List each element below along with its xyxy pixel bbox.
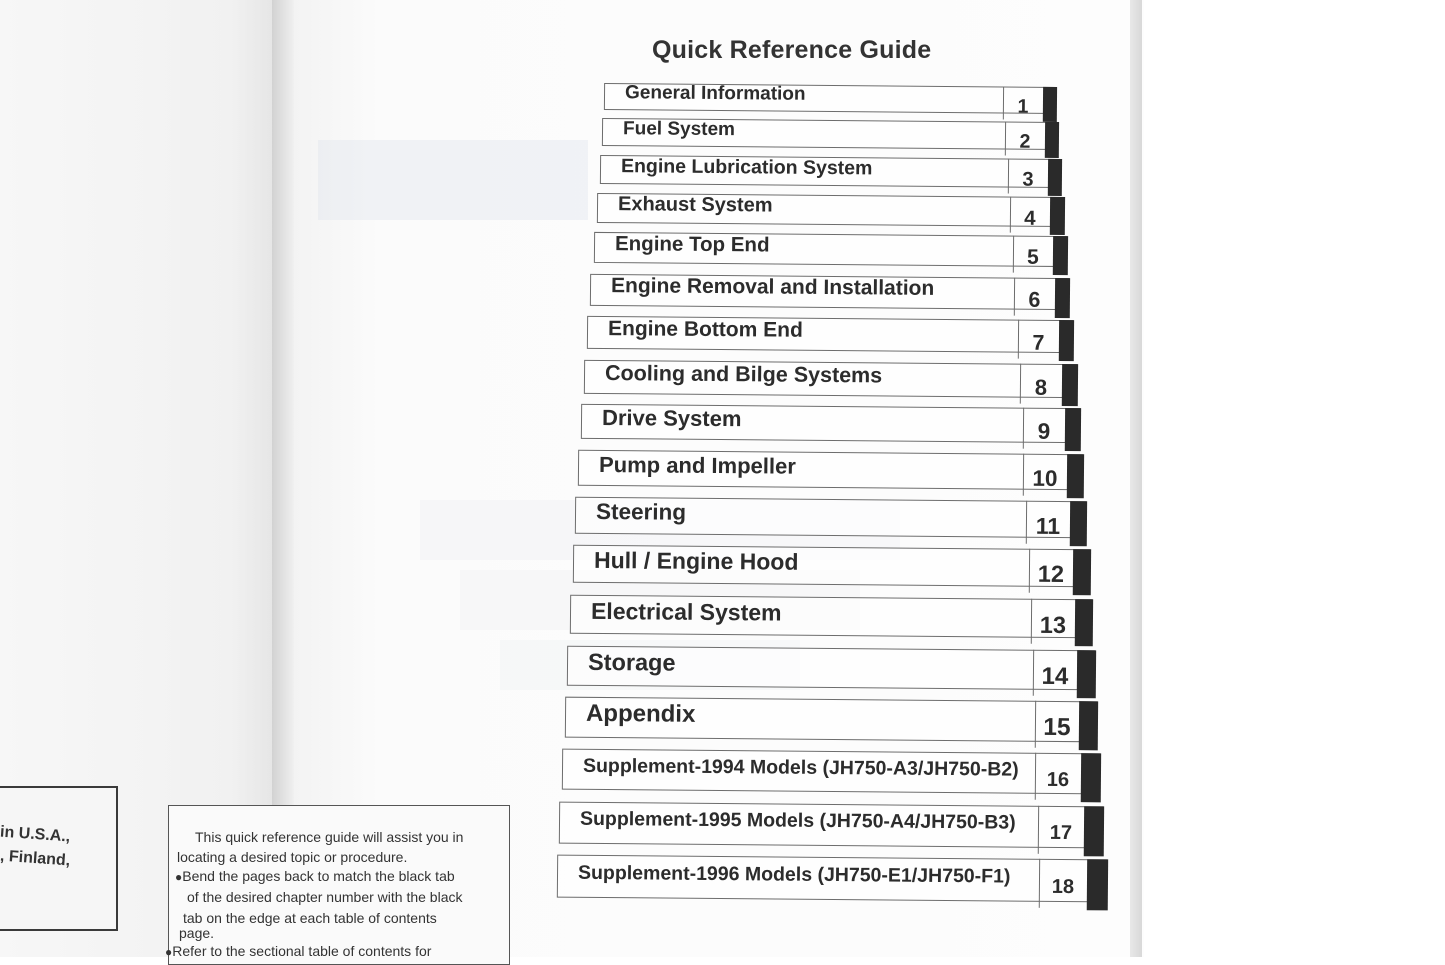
chapter-black-tab[interactable] — [1049, 196, 1064, 234]
toc-row-label: Engine Lubrication System — [620, 154, 873, 180]
toc-row-label: General Information — [624, 82, 806, 105]
chapter-black-tab[interactable] — [1080, 753, 1100, 802]
toc-row-label: Supplement-1995 Models (JH750-A4/JH750-B3) — [579, 808, 1016, 834]
help-bullet-1-line-1 — [175, 867, 455, 887]
toc-row-label: Hull / Engine Hood — [593, 547, 799, 575]
bullet-text: Refer to the sectional table of contents for — [172, 943, 432, 959]
chapter-black-tab[interactable] — [1086, 859, 1107, 910]
toc-row-number: 7 — [1017, 319, 1058, 358]
toc-row[interactable] — [597, 193, 1064, 230]
toc-row-label: Steering — [595, 498, 687, 525]
toc-row-label: Fuel System — [622, 117, 736, 140]
toc-row-number: 16 — [1034, 752, 1080, 799]
toc-row-number: 5 — [1012, 235, 1052, 272]
toc-row[interactable] — [573, 545, 1090, 588]
bullet-icon: ● — [175, 870, 183, 884]
toc-row-number: 10 — [1022, 453, 1066, 495]
toc-row-number: 15 — [1034, 700, 1078, 747]
page-title: Quick Reference Guide — [652, 36, 932, 64]
toc-row-label: Cooling and Bilge Systems — [604, 361, 883, 388]
toc-row[interactable] — [600, 154, 1061, 191]
toc-row[interactable] — [587, 316, 1073, 353]
chapter-black-tab[interactable] — [1042, 86, 1056, 121]
help-text-line-2: locating a desired topic or procedure. — [177, 849, 408, 865]
toc-row-label: Supplement-1994 Models (JH750-A3/JH750-B2) — [582, 754, 1019, 781]
chapter-black-tab[interactable] — [1066, 454, 1083, 498]
toc-row[interactable] — [584, 360, 1077, 398]
chapter-black-tab[interactable] — [1083, 806, 1103, 856]
toc-row[interactable] — [590, 274, 1069, 310]
toc-row-number: 4 — [1009, 196, 1049, 232]
toc-row-number: 2 — [1004, 121, 1044, 155]
toc-row-number: 14 — [1032, 649, 1076, 695]
toc-row-number: 1 — [1002, 86, 1042, 119]
toc-row[interactable] — [570, 595, 1092, 639]
toc-row-number: 8 — [1019, 363, 1061, 403]
toc-row-number: 18 — [1038, 858, 1086, 907]
help-bullet-1-line-4: page. — [179, 925, 215, 941]
help-text-line-1: This quick reference guide will assist you in — [195, 829, 464, 845]
help-bullet-1-line-2: of the desired chapter number with the black — [187, 889, 463, 905]
help-bullet-2-line-1 — [165, 942, 431, 962]
chapter-black-tab[interactable] — [1058, 319, 1073, 360]
toc-row[interactable] — [565, 697, 1097, 743]
toc-row-number: 13 — [1030, 598, 1074, 643]
help-box — [165, 805, 510, 965]
toc-row[interactable] — [557, 855, 1107, 903]
toc-row-number: 6 — [1013, 277, 1054, 315]
chapter-black-tab[interactable] — [1052, 235, 1067, 274]
toc-row-label: Engine Top End — [614, 232, 770, 257]
imprint-line-2: , Finland, — [0, 847, 71, 870]
toc-row-label: Pump and Impeller — [598, 451, 796, 479]
toc-row[interactable] — [594, 232, 1067, 267]
toc-row[interactable] — [562, 749, 1100, 795]
toc-row[interactable] — [581, 404, 1080, 443]
chapter-black-tab[interactable] — [1074, 599, 1092, 646]
toc-row-number: 11 — [1025, 500, 1069, 543]
toc-row-label: Exhaust System — [617, 193, 773, 217]
chapter-black-tab[interactable] — [1078, 701, 1097, 750]
help-bullet-1-line-3: tab on the edge at each table of contents — [183, 910, 437, 926]
toc-row[interactable] — [578, 450, 1083, 490]
imprint-line-1: in U.S.A., — [0, 823, 71, 846]
toc-row-label: Drive System — [601, 405, 742, 432]
chapter-black-tab[interactable] — [1072, 549, 1090, 595]
toc-row-number: 9 — [1022, 407, 1064, 448]
toc-row-label: Supplement-1996 Models (JH750-E1/JH750-F1) — [577, 861, 1011, 888]
chapter-black-tab[interactable] — [1069, 501, 1086, 546]
chapter-black-tab[interactable] — [1054, 277, 1069, 317]
toc-row[interactable] — [567, 646, 1095, 691]
toc-row-label: Electrical System — [590, 597, 782, 626]
toc-row[interactable] — [604, 82, 1056, 118]
toc-row[interactable] — [575, 497, 1086, 538]
toc-row-number: 17 — [1037, 805, 1083, 853]
imprint-box — [0, 786, 118, 931]
chapter-black-tab[interactable] — [1044, 121, 1058, 157]
bullet-text: Bend the pages back to match the black tab — [182, 868, 455, 884]
chapter-black-tab[interactable] — [1061, 364, 1077, 406]
toc-row-label: Appendix — [585, 699, 696, 728]
toc-row-label: Engine Bottom End — [607, 316, 803, 342]
chapter-black-tab[interactable] — [1047, 158, 1061, 195]
toc-row[interactable] — [559, 802, 1103, 849]
toc-row-label: Storage — [587, 648, 676, 676]
toc-row-number: 12 — [1028, 548, 1072, 592]
toc-row-number: 3 — [1007, 158, 1047, 193]
toc-row[interactable] — [602, 117, 1058, 153]
toc-row-label: Engine Removal and Installation — [610, 274, 935, 301]
bullet-icon: ● — [165, 945, 173, 959]
chapter-black-tab[interactable] — [1064, 408, 1080, 451]
chapter-black-tab[interactable] — [1076, 650, 1095, 698]
